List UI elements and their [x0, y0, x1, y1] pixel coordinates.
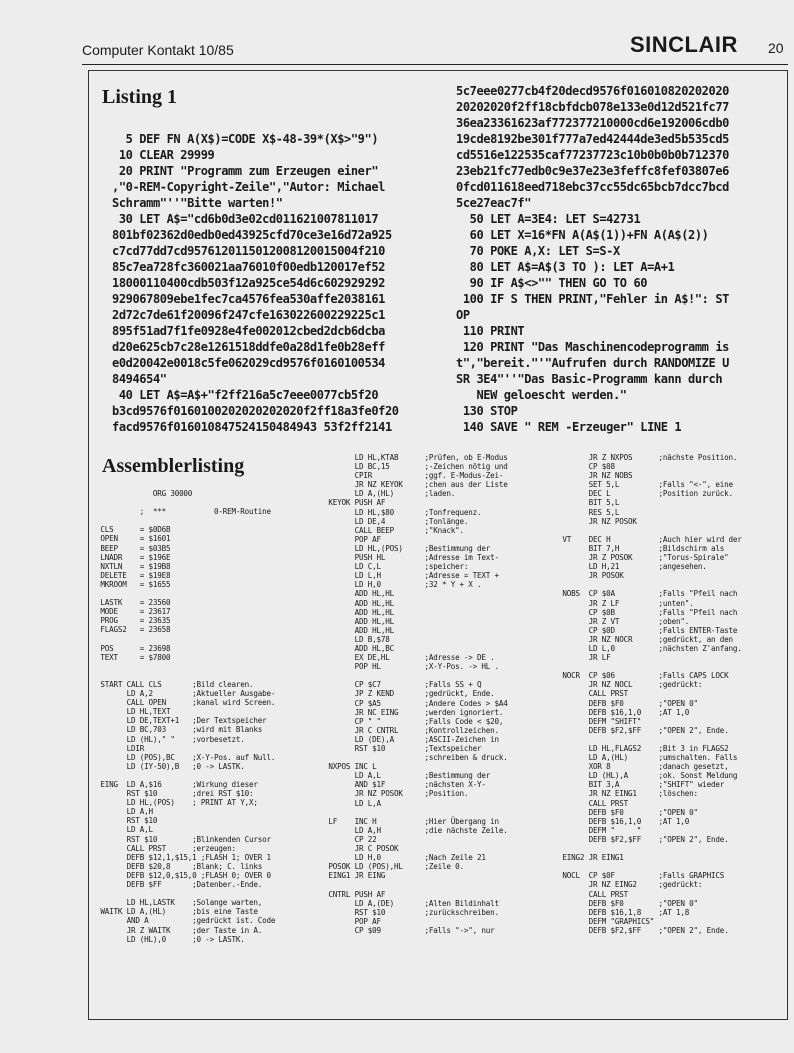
- assembler-column-1: ORG 30000 ; *** 0-REM-Routine CLS = $0D6B OPEN = $1601 BEEP = $03B5 LNADR = $196E NXTLN = $19B8 DELETE = $19E8 MKROOM = $1655 LASTK = 23560 MODE = 23617 PROG = 23635 FLAGS2 = 23658 POS = 23698 TEXT = $7800 START CALL CLS ;Bild clearen. LD A,2 ;Aktueller Ausgabe- CALL OPEN ;kanal wird Screen. LD HL,TEXT LD DE,TEXT+1 ;Der Textspeicher LD BC,703 ;wird mit Blanks LD (HL)," " ;vorbesetzt. LDIR LD (POS),BC ;X-Y-Pos. auf Null. LD (IY-50),B ;0 -> LASTK. EING LD A,$16 ;Wirkung dieser RST $10 ;drei RST $10: LD HL,(POS) ; PRINT AT Y,X; LD A,H RST $10 LD A,L RST $10 ;Blinkenden Cursor CALL PRST ;erzeugen: DEFB $12,1,$15,1 ;FLASH 1; OVER 1 DEFB $20,8 ;Blank; C. links DEFB $12,0,$15,0 ;FLASH 0; OVER 0 DEFB $FF ;Datenber.-Ende. LD HL,LASTK ;Solange warten, WAITK LD A,(HL) ;bis eine Taste AND A ;gedrückt ist. Code JR Z WAITK ;der Taste in A. LD (HL),0 ;0 -> LASTK.: [100, 489, 276, 944]
- section-title: SINCLAIR: [630, 32, 738, 57]
- listing1-heading: Listing 1: [102, 86, 178, 108]
- basic-code-left: 5 DEF FN A(X$)=CODE X$-48-39*(X$>"9") 10 CLEAR 29999 20 PRINT "Programm zum Erzeugen einer" ,"0-REM-Copyright-Zeile","Autor: Michael Schramm"''"Bitte warten!" 30 LET A$="cd6b0d3e02cd011621007811017 801bf02362d0edb0ed43925cfd70ce3e16d72a925 c7cd77dd7cd9576120115012008120015004f210 85c7ea728fc360021aa76010f00edb120017ef52 18000110400cdb503f12a925ce54d6c602929292 929067809ebe1fec7ca4576fea530affe2038161 2d72c7de61f20096f247cfe163022600229225c1 895f51ad7f1fe0928e4fe002012cbed2dcb6dcba d20e625cb7c28e1261518ddfe0a28d1fe0b28eff e0d20042e0018c5fe062029cd9576f0160100534 8494654" 40 LET A$=A$+"f2ff216a5c7eee0077cb5f20 b3cd9576f0160100202020202020f2ff18a3fe0f20 facd9576f016010847524150484943 53f2ff2141: [112, 132, 399, 434]
- assembler-column-2: LD HL,KTAB ;Prüfen, ob E-Modus LD BC,15 ;-Zeichen nötig und CPIR ;ggf. E-Modus-Zei- JR NZ KEYOK ;chen aus der Liste LD A,(HL) ;laden. KEYOK PUSH AF LD HL,$80 ;Tonfrequenz. LD DE,4 ;Tonlänge. CALL BEEP ;"Knack". POP AF LD HL,(POS) ;Bestimmung der PUSH HL ;Adresse im Text- LD C,L ;speicher: LD L,H ;Adresse = TEXT + LD H,0 ;32 * Y + X . ADD HL,HL ADD HL,HL ADD HL,HL ADD HL,HL ADD HL,HL LD B,$78 ADD HL,BC EX DE,HL ;Adresse -> DE . POP HL ;X-Y-Pos. -> HL . CP $C7 ;Falls SS + Q JP Z KEND ;gedrückt, Ende. CP $A5 ;Andere Codes > $A4 JR NC EING ;werden ignoriert. CP " " ;Falls Code < $20, JR C CNTRL ;Kontrollzeichen. LD (DE),A ;ASCII-Zeichen in RST $10 ;Textspeicher ;schreiben & druck. NXPOS INC L LD A,L ;Bestimmung der AND $1F ;nächsten X-Y- JR NZ POSOK ;Position. LD L,A LF INC H ;Hier Übergang in LD A,H ;die nächste Zeile. CP 22 JR C POSOK LD H,0 ;Nach Zeile 21 POSOK LD (POS),HL ;Zeile 0. EING1 JR EING CNTRL PUSH AF LD A,(DE) ;Alten Bildinhalt RST $10 ;zurückschreiben. POP AF CP $09 ;Falls "->", nur: [328, 453, 508, 935]
- page-number: 20: [768, 40, 784, 56]
- basic-code-right: 5c7eee0277cb4f20decd9576f016010820202020 20202020f2ff18cbfdcb078e133e0d12d521fc77 36ea23361623af772377210000cd6e192006cdb0 19cde8192be301f777a7ed42444de3ed5b535cd5 cd5516e122535caf77237723c10b0b0b0b712370 23eb21fc77edb0c9e37e23e3feffc8fef03807e6 0fcd011618eed718ebc37cc55dc65bcb7dcc7bcd 5ce27eac7f" 50 LET A=3E4: LET S=42731 60 LET X=16*FN A(A$(1))+FN A(A$(2)) 70 POKE A,X: LET S=S-X 80 LET A$=A$(3 TO ): LET A=A+1 90 IF A$<>"" THEN GO TO 60 100 IF S THEN PRINT,"Fehler in A$!": ST OP 110 PRINT 120 PRINT "Das Maschinencodeprogramm is t","bereit."'"Aufrufen durch RANDOMIZE U SR 3E4"''"Das Basic-Programm kann durch NEW geloescht werden." 130 STOP 140 SAVE " REM -Erzeuger" LINE 1: [456, 84, 729, 434]
- magazine-issue: Computer Kontakt 10/85: [82, 42, 234, 58]
- assembler-heading: Assemblerlisting: [102, 455, 245, 477]
- assembler-column-3: JR Z NXPOS ;nächste Position. CP $08 JR NZ NOBS SET 5,L ;Falls "<-", eine DEC L ;Position zurück. BIT 5,L RES 5,L JR NZ POSOK VT DEC H ;Auch hier wird der BIT 7,H ;Bildschirm als JR Z POSOK ;"Torus-Spirale" LD H,21 ;angesehen. JR POSOK NOBS CP $0A ;Falls "Pfeil nach JR Z LF ;unten". CP $0B ;Falls "Pfeil nach JR Z VT ;oben". CP $0D ;Falls ENTER-Taste JR NZ NOCR ;gedrückt, an den LD L,0 ;nächsten Z'anfang. JR LF NOCR CP $06 ;Falls CAPS LOCK JR NZ NOCL ;gedrückt: CALL PRST DEFB $F0 ;"OPEN 0" DEFB $16,1,0 ;AT 1,0 DEFM "SHIFT" DEFB $F2,$FF ;"OPEN 2", Ende. LD HL,FLAGS2 ;Bit 3 in FLAGS2 LD A,(HL) ;umschalten. Falls XOR 8 ;danach gesetzt, LD (HL),A ;ok. Sonst Meldung BIT 3,A ;"SHIFT" wieder JR NZ EING1 ;löschen: CALL PRST DEFB $F0 ;"OPEN 0" DEFB $16,1,0 ;AT 1,0 DEFM " " DEFB $F2,$FF ;"OPEN 2", Ende. EING2 JR EING1 NOCL CP $0F ;Falls GRAPHICS JR NZ EING2 ;gedrückt: CALL PRST DEFB $F0 ;"OPEN 0" DEFB $16,1,8 ;AT 1,8 DEFM "GRAPHICS" DEFB $F2,$FF ;"OPEN 2", Ende.: [562, 453, 742, 935]
- header-rule: [82, 64, 788, 65]
- page-header: [82, 30, 788, 64]
